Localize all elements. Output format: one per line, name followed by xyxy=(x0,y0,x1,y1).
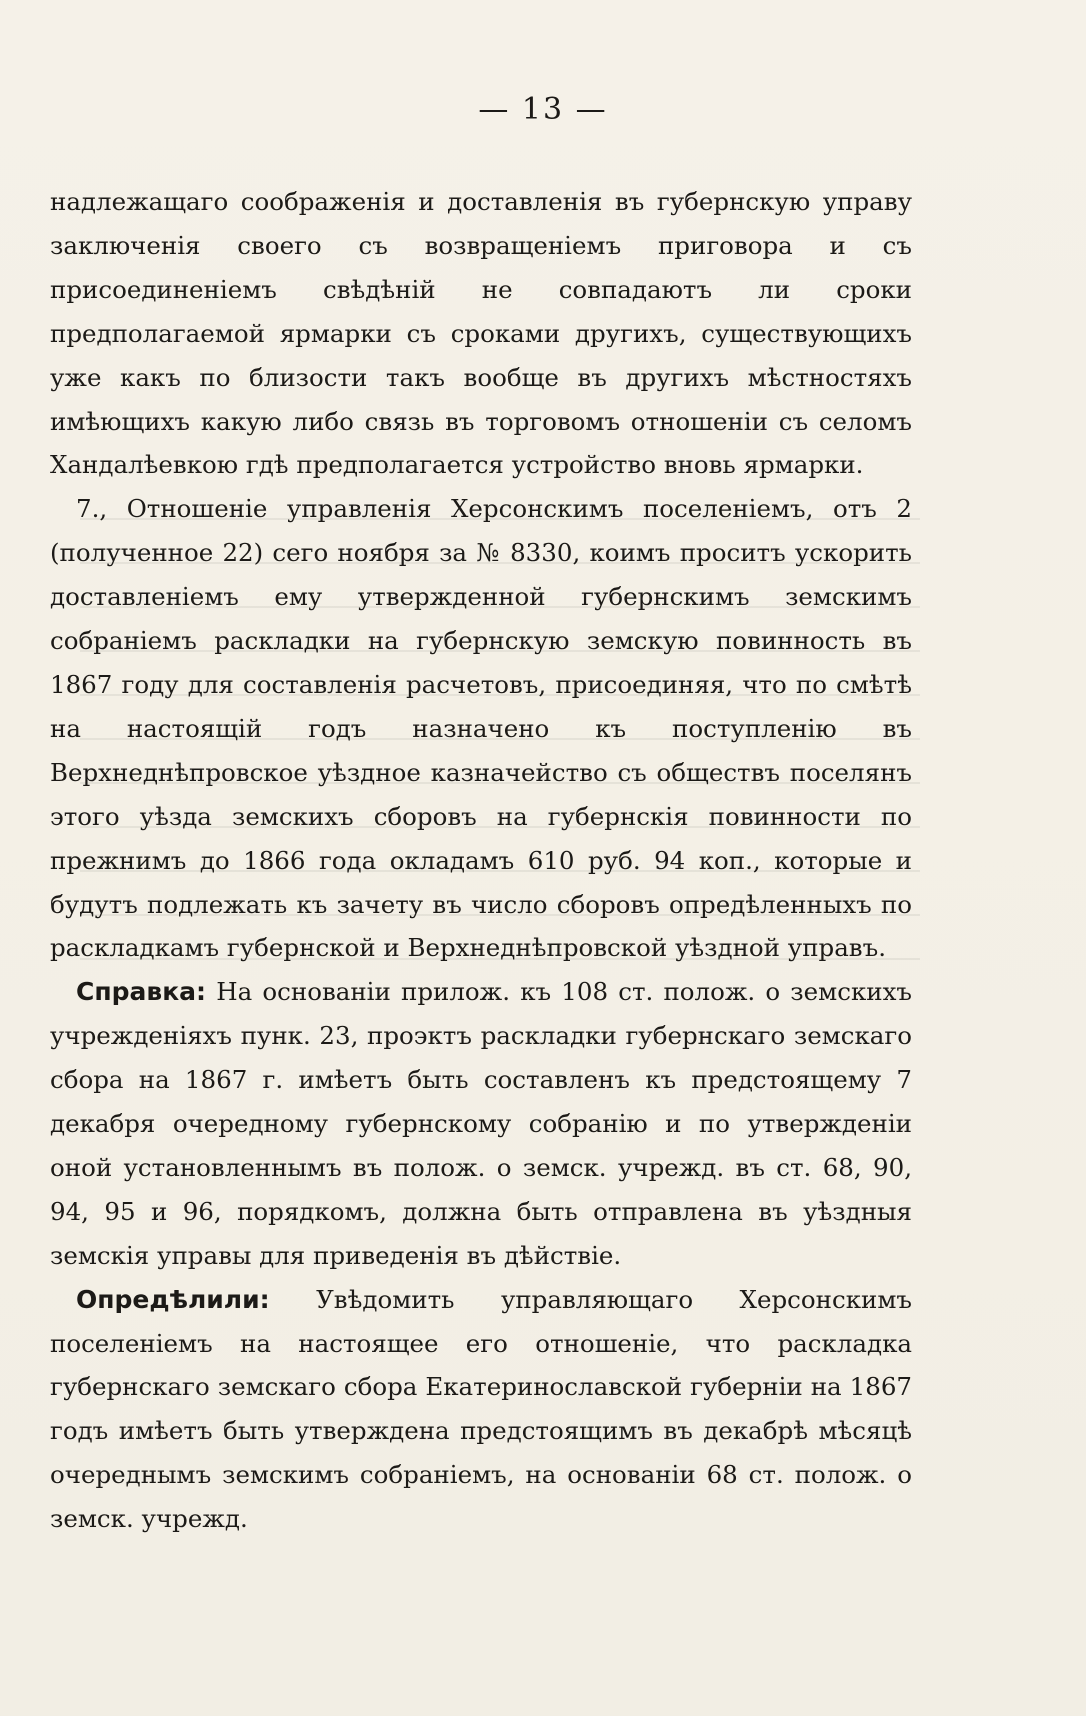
page-number: — 13 — xyxy=(478,92,608,127)
spravka-lead: Справка: xyxy=(76,977,207,1007)
paragraph-text: На основаніи прилож. къ 108 ст. полож. о земскихъ учрежденіяхъ пунк. 23, проэктъ раскладки губернскаго земскаго сбора на 1867 г. имѣетъ быть составленъ къ предстоящему 7 декабря очередному губернскому собранію и по утвержденіи оной установленнымъ въ полож. о земск. учрежд. въ ст. 68, 90, 94, 95 и 96, порядкомъ, должна быть отправлена въ уѣздныя земскія управы для приведенія въ дѣйствіе. xyxy=(50,977,912,1270)
paragraph-item-7 xyxy=(50,487,912,970)
paragraph-resolution xyxy=(50,1278,912,1541)
paragraph-continuation xyxy=(50,180,912,487)
paragraph-text: надлежащаго соображенія и доставленія въ губернскую управу заключенія своего съ возвращеніемъ приговора и съ присоединеніемъ свѣдѣній не совпадаютъ ли сроки предполагаемой ярмарки съ сроками другихъ, существующихъ уже какъ по близости такъ вообще въ другихъ мѣстностяхъ имѣющихъ какую либо связь въ торговомъ отношеніи съ селомъ Хандалѣевкою гдѣ предполагается устройство вновь ярмарки. xyxy=(50,187,912,480)
paragraph-spravka xyxy=(50,970,912,1277)
resolution-lead: Опредѣлили: xyxy=(76,1284,270,1314)
paragraph-text: Увѣдомить управляющаго Херсонскимъ поселеніемъ на настоящее его отношеніе, что раскладка губернскаго земскаго сбора Екатеринославской губерніи на 1867 годъ имѣетъ быть утверждена предстоящимъ въ декабрѣ мѣсяцѣ очереднымъ земскимъ собраніемъ, на основаніи 68 ст. полож. о земск. учрежд. xyxy=(50,1284,912,1534)
paragraph-text: 7., Отношеніе управленія Херсонскимъ поселеніемъ, отъ 2 (полученное 22) сего ноября за № 8330, коимъ проситъ ускорить доставленіемъ ему утвержденной губернскимъ земскимъ собраніемъ раскладки на губернскую земскую повинность въ 1867 году для составленія расчетовъ, присоединяя, что по смѣтѣ на настоящій годъ назначено къ поступленію въ Верхнеднѣпровское уѣздное казначейство съ обществъ поселянъ этого уѣзда земскихъ сборовъ на губернскія повинности по прежнимъ до 1866 года окладамъ 610 руб. 94 коп., которые и будутъ подлежать къ зачету въ число сборовъ опредѣленныхъ по раскладкамъ губернской и Верхнеднѣпровской уѣздной управъ. xyxy=(50,494,912,963)
body-text xyxy=(50,180,912,1541)
